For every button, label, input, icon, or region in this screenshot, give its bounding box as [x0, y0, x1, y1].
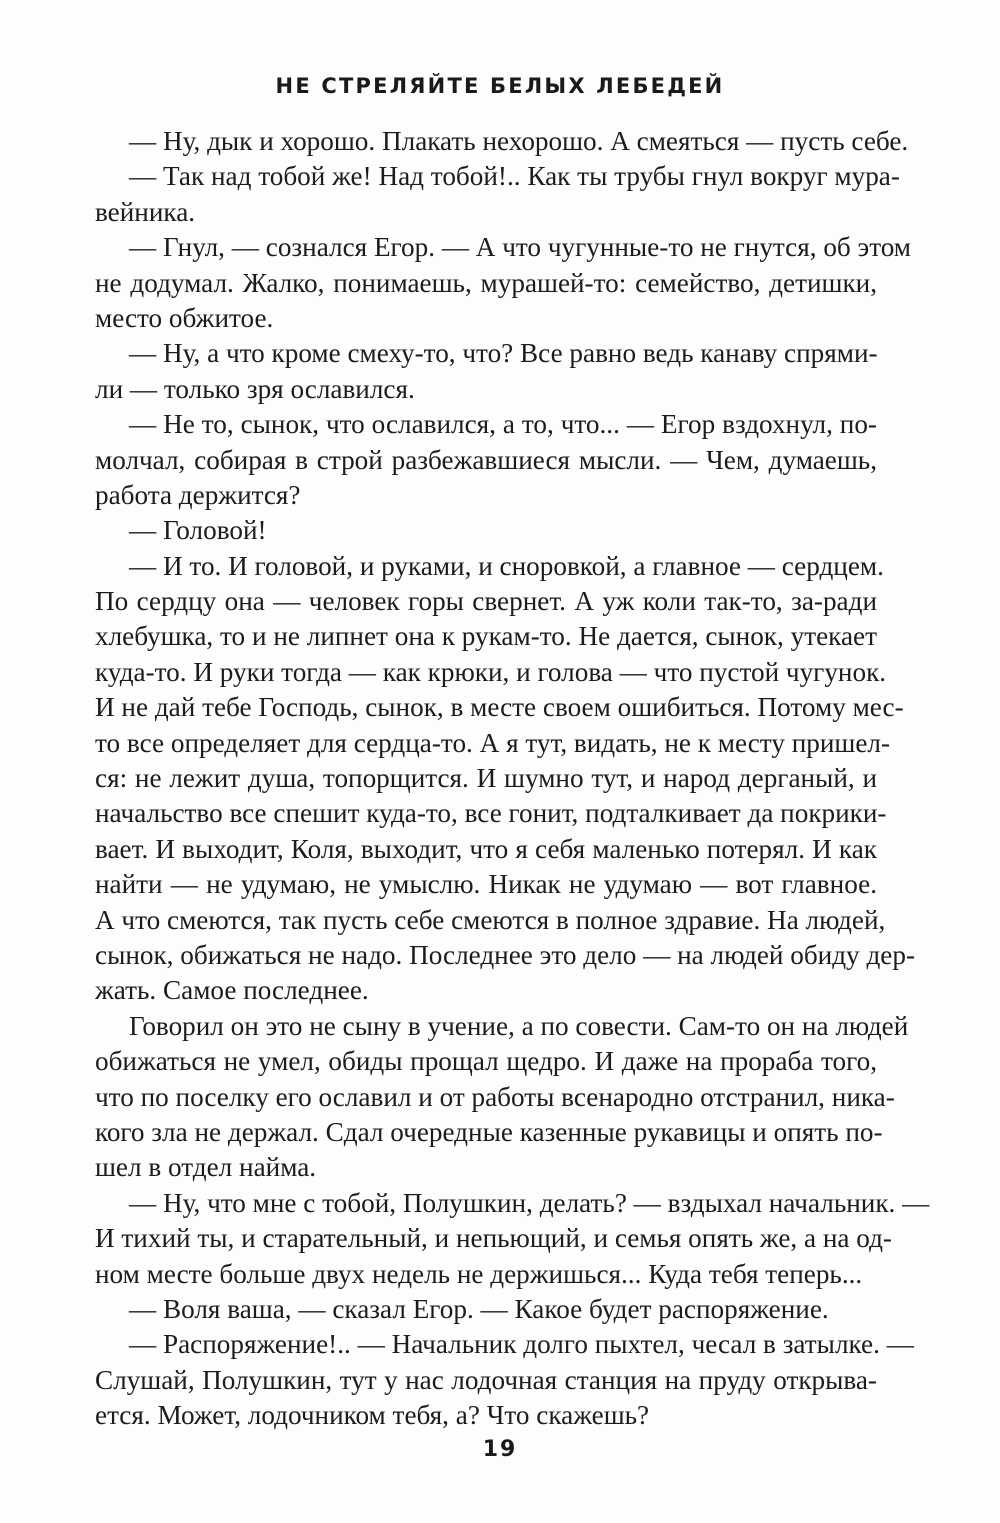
paragraph [95, 1292, 877, 1327]
text-line: кого зла не держал. Сдал очередные казенные рукавицы и опять по- [95, 1116, 883, 1147]
text-line: — Ну, что мне с тобой, Полушкин, делать? — вздыхал начальник. — [129, 1187, 930, 1218]
text-line: ся: не лежит душа, топорщится. И шумно тут, и народ дерганый, и [95, 763, 877, 794]
paragraph [95, 1186, 930, 1292]
paragraph [95, 1327, 914, 1433]
text-line: — Головой! [129, 515, 267, 546]
running-head: НЕ СТРЕЛЯЙТЕ БЕЛЫХ ЛЕБЕДЕЙ [275, 74, 725, 98]
paragraph [95, 230, 912, 336]
paragraph [95, 336, 877, 407]
paragraph [95, 124, 909, 159]
text-line: жать. Самое последнее. [95, 975, 369, 1006]
body-text [95, 124, 930, 1433]
text-line: И не дай тебе Господь, сынок, в месте своем ошибиться. Потому мес- [95, 692, 904, 723]
text-line: то все определяет для сердца-то. А я тут, видать, не к месту пришел- [95, 727, 891, 758]
paragraph [95, 159, 900, 230]
text-line: не додумал. Жалко, понимаешь, мурашей-то: семейство, детишки, [95, 267, 877, 298]
paragraph [95, 407, 877, 513]
text-line: куда-то. И руки тогда — как крюки, и голова — что пустой чугунок. [95, 656, 887, 687]
text-line: — Ну, дык и хорошо. Плакать нехорошо. А смеяться — пусть себе. [129, 126, 909, 156]
text-line: что по поселку его ославил и от работы всенародно отстранил, ника- [95, 1081, 895, 1112]
text-line: — Воля ваша, — сказал Егор. — Какое будет распоряжение. [129, 1293, 829, 1324]
text-line: работа держится? [95, 479, 301, 510]
text-line: — Распоряжение!.. — Начальник долго пыхтел, чесал в затылке. — [129, 1329, 914, 1360]
text-line: ется. Может, лодочником тебя, а? Что скажешь? [95, 1400, 650, 1431]
text-line: ли — только зря ославился. [95, 373, 415, 404]
text-line: По сердцу она — человек горы свернет. А уж коли так-то, за-ради [95, 586, 877, 617]
paragraph [95, 513, 877, 548]
text-line: найти — не удумаю, не умыслю. Никак не удумаю — вот главное. [95, 869, 877, 900]
page-number: 19 [482, 1437, 518, 1462]
text-line: Говорил он это не сыну в учение, а по совести. Сам-то он на людей [129, 1010, 909, 1041]
paragraph [95, 1009, 909, 1186]
text-line: Слушай, Полушкин, тут у нас лодочная станция на пруду открыва- [95, 1364, 877, 1395]
text-line: сынок, обижаться не надо. Последнее это дело — на людей обиду дер- [95, 939, 915, 970]
text-line: обижаться не умел, обиды прощал щедро. И даже на прораба того, [95, 1046, 877, 1077]
text-line: — Не то, сынок, что ославился, а то, что... — Егор вздохнул, по- [129, 409, 877, 440]
text-line: начальство все спешит куда-то, все гонит, подталкивает да покрики- [95, 798, 887, 829]
text-line: место обжитое. [95, 302, 274, 333]
text-line: — Ну, а что кроме смеху-то, что? Все равно ведь канаву спрями- [129, 338, 878, 369]
text-line: хлебушка, то и не липнет она к рукам-то. Не дается, сынок, утекает [95, 621, 877, 652]
text-line: И тихий ты, и старательный, и непьющий, и семья опять же, а на од- [95, 1223, 892, 1254]
text-line: — И то. И головой, и руками, и сноровкой, а главное — сердцем. [129, 550, 884, 581]
text-line: вает. И выходит, Коля, выходит, что я себя маленько потерял. И как [95, 833, 877, 864]
text-line: ном месте больше двух недель не держишься... Куда тебя теперь... [95, 1258, 863, 1289]
text-line: — Так над тобой же! Над тобой!.. Как ты трубы гнул вокруг мура- [129, 161, 900, 192]
text-line: вейника. [95, 196, 196, 227]
text-line: шел в отдел найма. [95, 1152, 317, 1183]
paragraph [95, 549, 915, 1009]
text-line: — Гнул, — сознался Егор. — А что чугунные-то не гнутся, об этом [129, 232, 912, 263]
text-line: молчал, собирая в строй разбежавшиеся мысли. — Чем, думаешь, [95, 444, 877, 475]
text-line: А что смеются, так пусть себе смеются в полное здравие. На людей, [95, 904, 886, 935]
